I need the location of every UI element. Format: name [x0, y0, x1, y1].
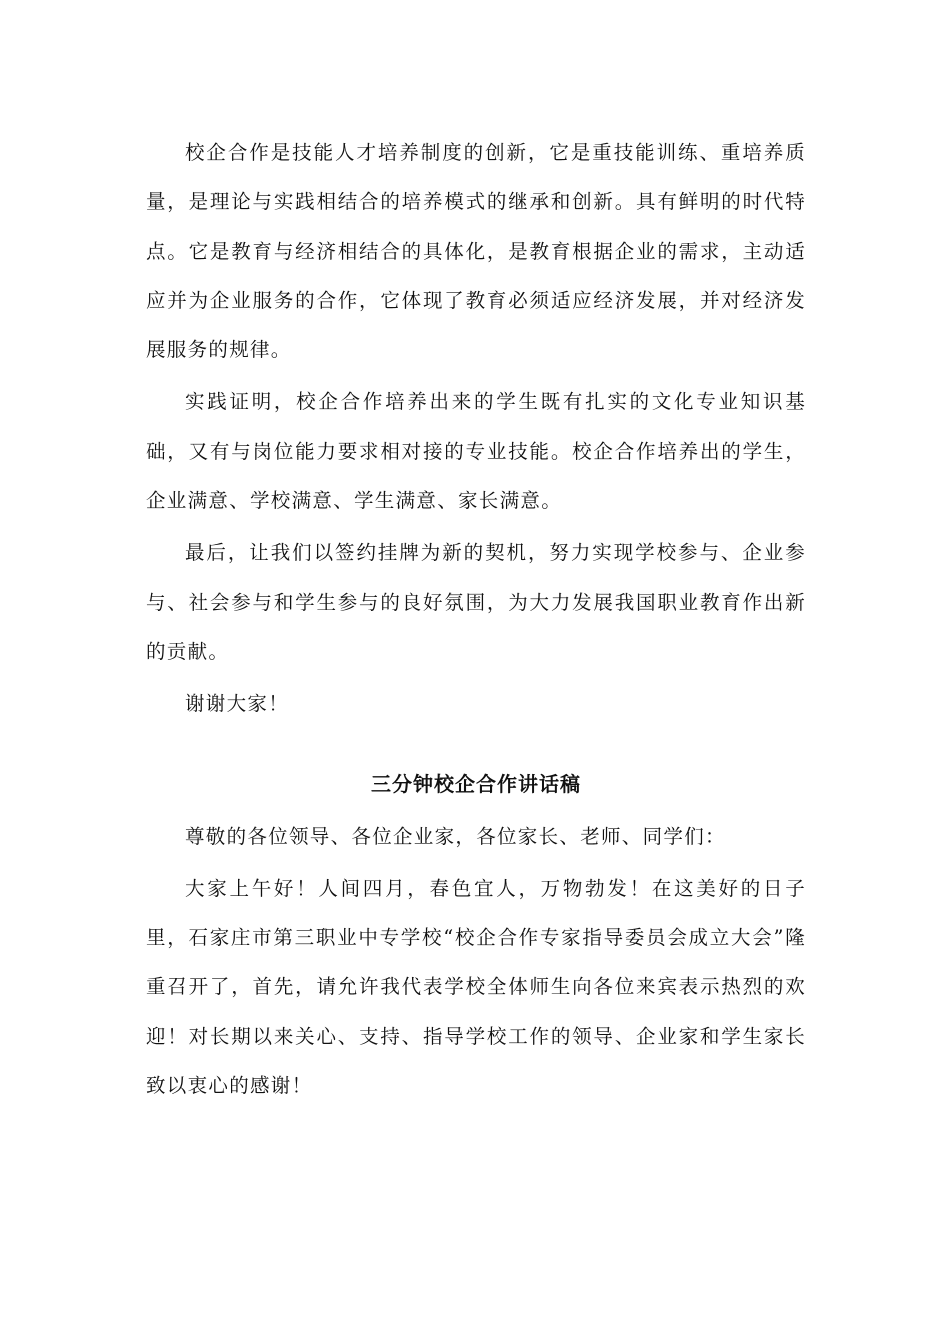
section-title: 三分钟校企合作讲话稿: [371, 771, 581, 796]
salutation: 尊敬的各位领导、各位企业家，各位家长、老师、同学们：: [185, 824, 726, 848]
paragraph-4: 谢谢大家！: [185, 692, 290, 716]
paragraph-3: 最后，让我们以签约挂牌为新的契机，努力实现学校参与、企业参与、社会参与和学生参与的良好氛围，为大力发展我国职业教育作出新的贡献。: [146, 541, 806, 663]
document-body: [146, 128, 806, 1110]
paragraph-1: 校企合作是技能人才培养制度的创新，它是重技能训练、重培养质量，是理论与实践相结合的培养模式的继承和创新。具有鲜明的时代特点。它是教育与经济相结合的具体化，是教育根据企业的需求，主动适应并为企业服务的合作，它体现了教育必须适应经济发展，并对经济发展服务的规律。: [146, 141, 806, 362]
paragraph-5: 大家上午好！人间四月，春色宜人，万物勃发！在这美好的日子里，石家庄市第三职业中专学校“校企合作专家指导委员会成立大会”隆重召开了，首先，请允许我代表学校全体师生向各位来宾表示热烈的欢迎！对长期以来关心、支持、指导学校工作的领导、企业家和学生家长致以衷心的感谢！: [146, 876, 806, 1098]
paragraph-2: 实践证明，校企合作培养出来的学生既有扎实的文化专业知识基础，又有与岗位能力要求相对接的专业技能。校企合作培养出的学生，企业满意、学校满意、学生满意、家长满意。: [146, 390, 806, 513]
section-spacer: [146, 729, 806, 760]
